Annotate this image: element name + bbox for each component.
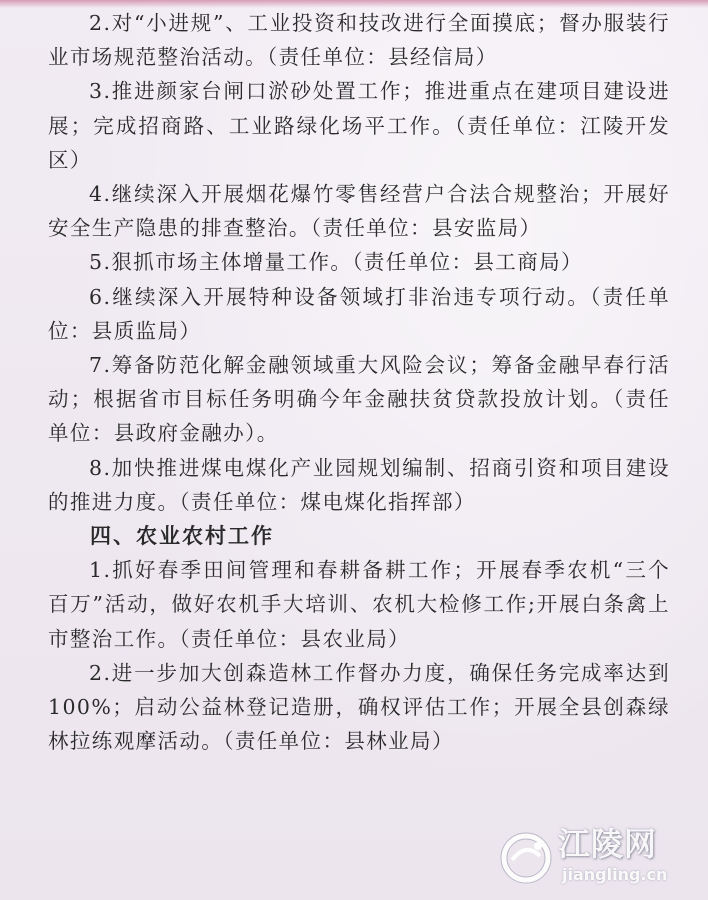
site-watermark [498, 822, 698, 892]
paragraph: 2.进一步加大创森造林工作督办力度，确保任务完成率达到100%；启动公益林登记造册，确权评估工作；开展全县创森绿林拉练观摩活动。（责任单位：县林业局） [48, 660, 670, 754]
paragraph: 6.继续深入开展特种设备领域打非治违专项行动。（责任单位：县质监局） [48, 284, 670, 343]
section-heading: 四、农业农村工作 [90, 524, 274, 549]
watermark-site-url: jiangling.cn [562, 865, 668, 884]
paragraph: 7.筹备防范化解金融领域重大风险会议；筹备金融早春行活动；根据省市目标任务明确今年金融扶贫贷款投放计划。（责任单位：县政府金融办）。 [48, 353, 670, 446]
watermark-site-name: 江陵网 [558, 825, 658, 863]
paragraph: 1.抓好春季田间管理和春耕备耕工作；开展春季农机“三个百万”活动，做好农机手大培训、农机大检修工作;开展白条禽上市整治工作。（责任单位：县农业局） [48, 558, 670, 651]
paragraph: 4.继续深入开展烟花爆竹零售经营户合法合规整治；开展好安全生产隐患的排查整治。（责任单位：县安监局） [48, 182, 670, 241]
paragraph: 3.推进颜家台闸口淤砂处置工作；推进重点在建项目建设进展；完成招商路、工业路绿化场平工作。（责任单位：江陵开发区） [48, 79, 670, 172]
paragraph: 2.对“小进规”、工业投资和技改进行全面摸底；督办服装行业市场规范整治活动。（责任单位：县经信局） [48, 11, 670, 70]
site-logo-icon [498, 830, 554, 886]
document-body [48, 6, 670, 758]
paragraph: 5.狠抓市场主体增量工作。（责任单位：县工商局） [89, 250, 583, 275]
paragraph: 8.加快推进煤电煤化产业园规划编制、招商引资和项目建设的推进力度。（责任单位：煤电煤化指挥部） [48, 455, 670, 514]
